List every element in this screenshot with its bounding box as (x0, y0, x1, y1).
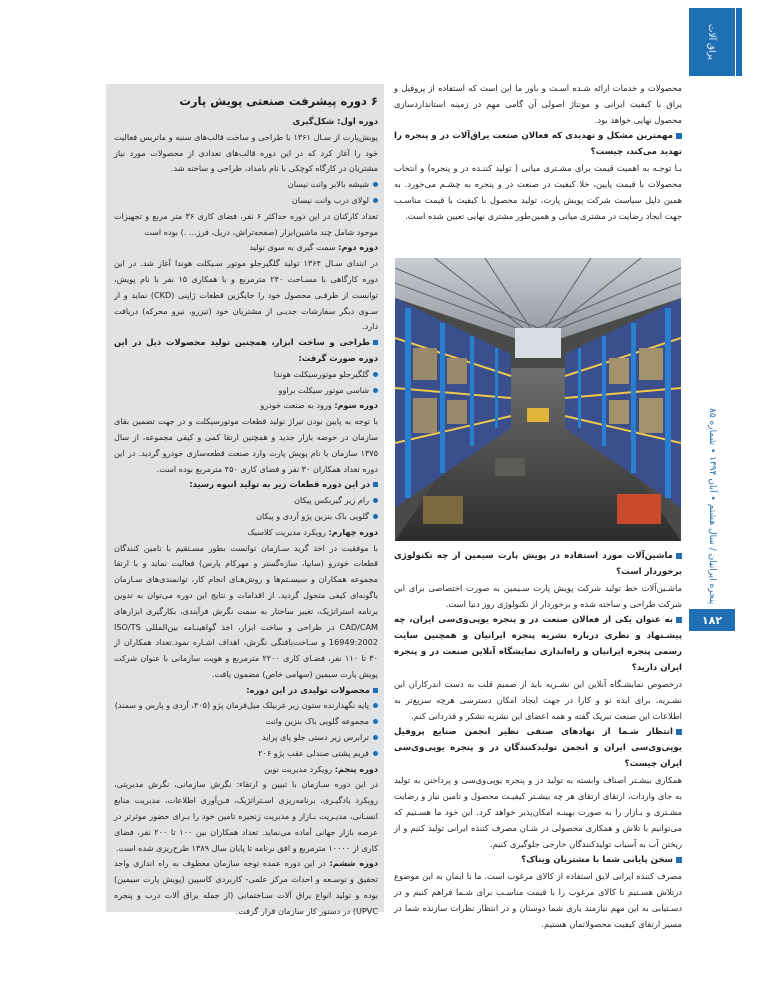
warehouse-illustration (395, 258, 681, 541)
bullet-dot-icon (373, 372, 378, 377)
bullet-text: مجموعه گلویی باک بنزین وانت (265, 716, 369, 727)
question-3-text: به عنوان یکی از فعالان صنعت در و پنجره یوپی‌وی‌سی ایران، چه پیشـنهاد و نظری درباره نشریه پنجره ایرانیان و همچنین سایت رسمی پنجره ایرانیان و راه‌اندازی نمایشگاه آنلاین صنعت در و پنجره ایران دارید؟ (394, 615, 682, 673)
period-1-bullet (114, 193, 378, 209)
bullet-text: گلگیرجلو موتورسیکلت هوندا (273, 368, 369, 379)
period-4-bullet (114, 698, 378, 714)
bullet-dot-icon (373, 498, 378, 503)
period-3-heading (114, 398, 378, 414)
period-2-subtitle: سمت گیری به سوی تولید (249, 242, 336, 253)
period-6-block (114, 856, 378, 919)
period-3-subtitle: ورود به صنعت خودرو (260, 400, 332, 411)
period-6-text: در این دوره عمده توجه سازمان معطوف به راه اندازی واحد تحقیق و توسـعه و احداث مرکز علمی- کاربردی کاسپین (پویش پارت سیمین) بوده و تولید انواع یراق آلات سـاختمانی (از جمله یراق آلات درب و پنجره UPVC) در دستور کار سازمان قرار گرفت. (114, 858, 378, 916)
warehouse-photo (395, 258, 681, 541)
square-bullet-icon (676, 553, 682, 559)
period-1-heading: دوره اول: شکل‌گیری (292, 116, 378, 126)
period-1-bullet (114, 177, 378, 193)
bullet-text: شیشه بالابر وانت نیسان (287, 179, 369, 190)
answer-3: درخصوص نمایشـگاه آنلاین این نشـریه باید از صمیم قلب به دست اندرکاران این نشـریه، برای ایده نو و کارا در جهت ایجاد امکان دسترسی هرچه سریع‌تر به اطلاعات این صنعت تبریک گفته و همه اعضای این نشریه تشکر و قدردانی کنم. (394, 679, 682, 721)
question-5-text: سخن پایانی شما با مشتریان ویناک؟ (521, 855, 673, 865)
bullet-text: رام زیر گیربکس پیکان (294, 495, 369, 506)
bullet-dot-icon (373, 198, 378, 203)
square-bullet-icon (373, 340, 378, 345)
period-4-subheading-text: محصولات تولیدی در این دوره: (246, 684, 370, 695)
period-1-text-2: تعداد کارکنان در این دوره حداکثر ۶ نفر، فضای کاری ۳۶ متر مربع و تجهیزات موجود شامل چند ماشین‌ابزار (صفحه‌تراش، دریل، فرز... .) بوده است (114, 210, 379, 237)
period-3-subheading (114, 477, 378, 493)
square-bullet-icon (676, 729, 682, 735)
answer-1: بـا توجـه به اهمیت قیمت برای مشـتری میانی ( تولید کننـده در و پنجره) و انتخاب محصولات با قیمت پایین، خلا کیفیت در صنعت در و پنجره به چشـم می‌خورد. به همین دلیل سیاست شرکت پویش پارت، تولید محصول با کیفیت با قیمت مناسـب جهت ایجاد رضایت در مشتری میانی و همین‌طور مشتری نهایی تعیین شده است. (394, 163, 682, 221)
period-3-subheading-text: در این دوره قطعات زیر به تولید انبوه رسید: (189, 479, 370, 490)
answer-4: همکاری بیشـتر اصناف وابسته به تولید در و پنجره یوپی‌وی‌سی و پرداختن به تولید به جای واردات، ارتقای ارتقای هر چه بیشـتر کیفیـت محصول و تامین نیاز و رضایت مشـتری و بـازار را به صورت بهینـه امکان‌پذیر خواهد کرد. این خود ما هسـتیم که می‌توانیم با تلاش و همکاری محصولی در شـان مصرف کننده ایرانی تولید کنیم و از ریختن آب به آسیاب تولیدکنندگان خارجی جلوگیری کنیم. (394, 775, 682, 849)
period-4-label: دوره چهارم: (328, 526, 378, 537)
period-4-heading (114, 525, 378, 541)
question-2-text: ماشین‌آلات مورد استفاده در پویش پارت سیمین از چه تکنولوژی برخوردار است؟ (394, 551, 682, 577)
page-number: ۱۸۲ (689, 609, 735, 631)
bullet-dot-icon (373, 182, 378, 187)
period-6-label: دوره ششم: (329, 858, 378, 869)
section-tab-label: یراق آلات (706, 24, 716, 60)
period-3-bullet (114, 493, 378, 509)
period-2-label: دوره دوم: (338, 242, 378, 253)
period-4-bullet (114, 746, 378, 762)
question-3 (394, 612, 682, 676)
question-1-text: مهمترین مشکل و تهدیدی که فعالان صنعت یراق‌آلات در و پنجره را تهدید می‌کند، چیست؟ (394, 131, 682, 157)
square-bullet-icon (676, 617, 682, 623)
bullet-text: لولای درب وانت نیسان (291, 194, 369, 205)
bullet-dot-icon (373, 703, 378, 708)
period-5-subtitle: رویکرد مدیریت نوین (264, 763, 333, 774)
period-2-heading (114, 240, 378, 256)
period-4-bullet (114, 714, 378, 730)
question-5 (394, 852, 682, 868)
right-column-bottom (394, 548, 682, 932)
bullet-text: پایه نگهدارنده ستون زیر غربیلک میل‌فرمان پژو (۴۰۵، آردی و پارس و سمند) (114, 700, 369, 711)
question-4 (394, 724, 682, 772)
history-box-content (114, 90, 378, 920)
period-2-text: در ابتدای سـال ۱۳۶۴ تولید گلگیرجلو موتور سـیکلت هوندا آغاز شد. در این دوره کارگاهی با مسـاحت ۲۴۰ مترمربع و با همکاری ۱۵ نفر با نام پویش، توانست از طرفـی محصول خود را جایگزین قطعات ژاپنی (CKD) نماید و از سـوی دیگر سفارشات جدیـی از مشتریان خود (تیزرو، نیرو محرکه) دریافت دارد. (114, 258, 379, 332)
question-2 (394, 548, 682, 580)
period-2-bullet (114, 383, 378, 399)
period-3-text: با توجه به پایین بودن تیراژ تولید قطعات موتورسیکلت و در جهت تضمین بقای سازمان در حوضه بازار جدید و همچنین ارتقا کمی و کیفی مجموعه، از سال ۱۳۷۵ سازمان با نام پویش پارت وارد صنعت قطعه‌سازی خودرو گردید. در این دوره تعداد همکاران ۳۰ نفر و فضای کاری ۴۵۰ مترمربع بوده است. (114, 416, 378, 474)
bullet-dot-icon (373, 751, 378, 756)
question-1 (394, 128, 682, 160)
bullet-text: فریم پشتی صندلی عقب پژو ۲۰۶ (258, 747, 369, 758)
right-column-top (394, 80, 682, 224)
square-bullet-icon (676, 857, 682, 863)
period-2-bullet (114, 367, 378, 383)
answer-2: ماشـین‌آلات خط تولید شرکت پویش پارت سـیمین به صورت اختصاصی برای این شرکت طراحی و ساخته شده و برخوردار از تکنولوژی روز دنیا است. (394, 583, 682, 609)
intro-paragraph: محصولات و خدمات ارائه شـده اسـت و باور ما این است که استفاده از پروفیل و یراق با کیفیت ایرانی و مونتاژ اصولی آن گامی مهم در زمینه استانداردسازی محصول نهایی خواهد بود. (394, 83, 682, 125)
period-5-heading (114, 762, 378, 778)
bullet-text: گلویی باک بنزین پژو آردی و پیکان (256, 510, 369, 521)
period-1-text: پویش‌پارت از سـال ۱۳۶۱ با طراحی و ساخت قالب‌های سنبه و ماتریس فعالیت خود را آغاز کرد که در این دوره قالب‌های تعدادی از محصولات مورد نیاز مشتریان در کارگاه کوچکی با نام بامداد، طراحی و ساخته شد. (114, 131, 378, 174)
bullet-text: شاسی موتور سیکلت براوو (278, 384, 369, 395)
period-4-text: با موفقیت در اخذ گرید سـازمان توانست بطور مسـتقیم با تامین کنندگان قطعات خودرو (سایپا، سازه‌گستر و مهرکام پارس) فعالیت نماید و با ارتقا مجموعه همکاران و سیسـتم‌ها و روش‌هـای انجام کار، توانمندی‌های سـازمان باگونه‌ای کیفی متحول گردید. از اقدامات و نتایج این دوره می‌توان به تدوین برنامه استراتژیک، تغییر ساختار به سمت نگرش فرآیندی، بکارگیری ابزارهای CAD/CAM در طراحی و ساخت ابزار، اخذ گواهینـامه بین‌المللی ISO/TS 16949:2002 و سـاخت‌یافتگی نگرش، اهداف اشـاره نمود.تعداد همکاران از ۳۰ تا ۱۱۰ نفر، فضـای کاری ۲۲۰۰ مترمربع و هویت سازمانی با عنوان شرکت پویش پارت سیمین (سهامی خاص) مضمون یافت. (114, 542, 378, 679)
answer-5: مصرف کننده ایرانی لایق استفاده از کالای مرغوب است. ما با ایمان به این موضوع درتلاش هسـتیم تا کالای مرغوب را با قیمت مناسـب برای شـما فراهم کنیم و در دسـتیابی به این مهم نیازمند یاری شما دوستان و در انتظار نظرات سازنده شما در مسیر ارتقای کیفیت محصولاتمان هستیم. (394, 871, 682, 929)
square-bullet-icon (373, 482, 378, 487)
square-bullet-icon (676, 133, 682, 139)
period-2-subheading-text: طراحی و ساخت ابزار، همچنین تولید محصولات ذیل در این دوره صورت گرفت: (114, 337, 378, 363)
issue-line: پنجره ایرانیان / سال هشتم • آبان ۱۳۹۴ • شماره ۸۵ (707, 408, 717, 605)
square-bullet-icon (373, 688, 378, 693)
period-2-subheading (114, 335, 378, 367)
period-5-text: در این دوره سـازمان با تبیین و ارتقاء: نگرش سازمانی، نگرش مدیریتی، رویکرد یادگیـری، برنامه‌ریزی اسـتراتژیک، فـن‌آوری اطلاعات، مدیریت منابع انسـانی، مدیـریت بـازار و مدیریت زنجیره تامین خود را بـرای حضور موثرتر در عرصه بازار جهانی آماده می‌نماید. تعداد همکاران بین ۱۰۰ تا ۲۰۰ نفر، فضای کاری از ۱۰۰۰۰ مترمربع و افق برنامه تا پایان سال ۱۳۸۹ طرح‌ریزی شده است. (114, 779, 378, 853)
period-4-bullet (114, 730, 378, 746)
question-4-text: انتظار شـما از نهادهای صنفی نظیر انجمن صنایع پروفیل یوپی‌وی‌سی ایران و انجمن تولیدکنندگان در و پنجره یوپی‌وی‌سی ایران چیست؟ (394, 727, 682, 769)
section-tab-edge (736, 8, 742, 76)
period-4-subheading (114, 683, 378, 699)
history-box-title: ۶ دوره پیشرفت صنعتی پویش پارت (179, 94, 378, 108)
bullet-dot-icon (373, 388, 378, 393)
bullet-dot-icon (373, 514, 378, 519)
period-3-label: دوره سوم: (334, 400, 378, 411)
period-3-bullet (114, 509, 378, 525)
bullet-dot-icon (373, 735, 378, 740)
bullet-dot-icon (373, 719, 378, 724)
period-5-label: دوره پنجم: (334, 763, 378, 774)
bullet-text: ترابرس زیر دستی جلو پای پراید (261, 732, 369, 743)
period-4-subtitle: رویکرد مدیریت کلاسیک (247, 526, 326, 537)
